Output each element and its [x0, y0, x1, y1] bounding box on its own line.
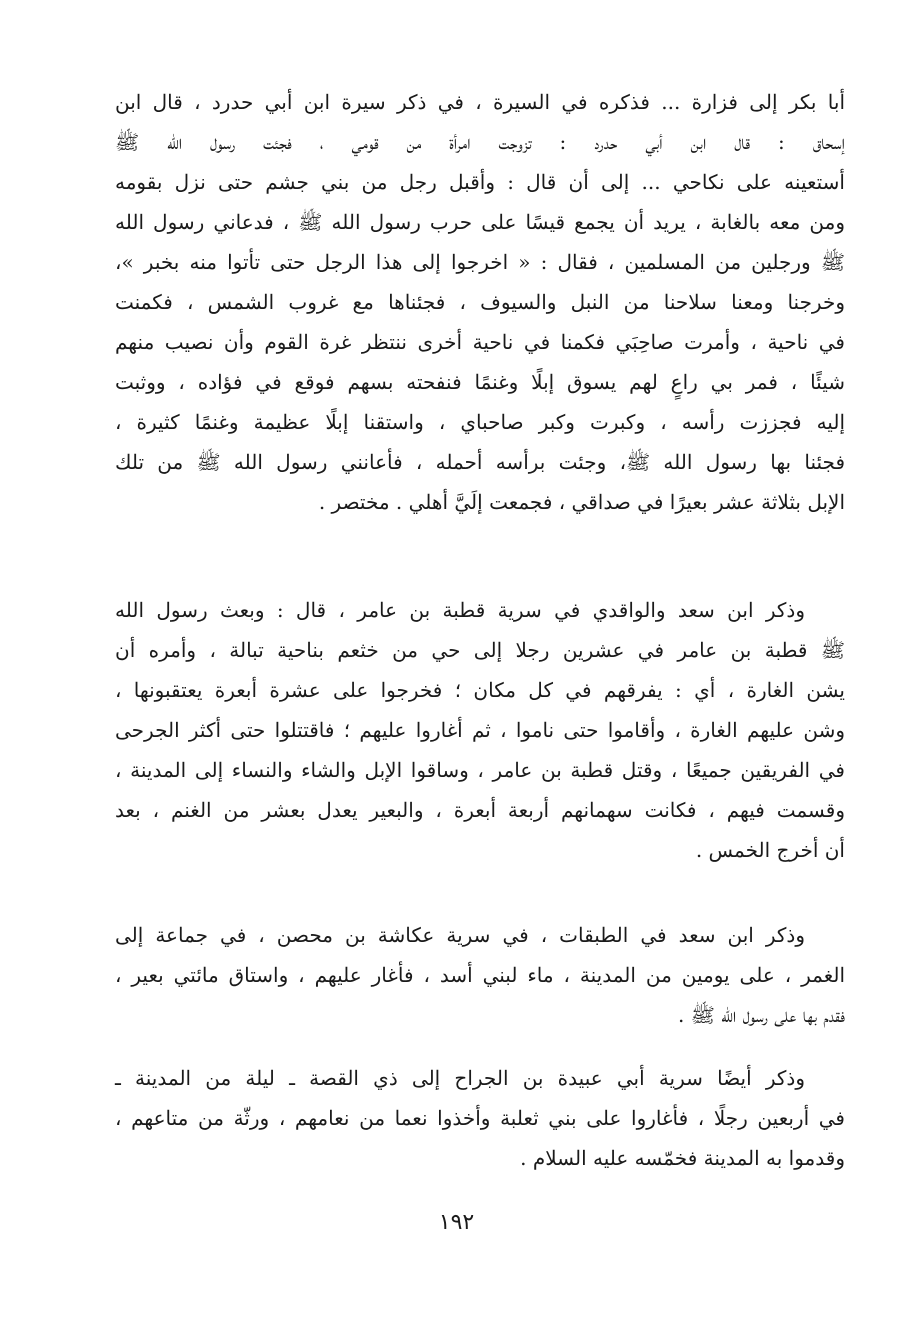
- text-line: يشن الغارة ، أي : يفرقهم في كل مكان ؛ فخرجوا على عشرة أبعرة يعتقبونها ،: [115, 678, 845, 702]
- text-line: وذكر ابن سعد في الطبقات ، في سرية عكاشة بن محصن ، في جماعة إلى: [115, 923, 805, 947]
- text-line: ومن معه بالغابة ، يريد أن يجمع قيسًا على حرب رسول الله ﷺ ، فدعاني رسول الله: [115, 210, 845, 234]
- text-line: وقسمت فيهم ، فكانت سهمانهم أربعة أبعرة ، والبعير يعدل بعشر من الغنم ، بعد: [115, 798, 845, 822]
- paragraph-1: [115, 82, 845, 522]
- text-line: إسحاق : قال ابن أبي حدرد : تزوجت امرأة من قومي ، فجئت رسول الله ﷺ: [115, 130, 845, 154]
- text-line: ﷺ قطبة بن عامر في عشرين رجلا إلى حي من خثعم بناحية تبالة ، وأمره أن: [115, 638, 845, 662]
- text-line: وخرجنا ومعنا سلاحنا من النبل والسيوف ، فجئناها مع غروب الشمس ، فكمنت: [115, 290, 845, 314]
- text-line: الغمر ، على يومين من المدينة ، ماء لبني أسد ، فأغار عليهم ، واستاق مائتي بعير ،: [115, 963, 845, 987]
- text-line: في أربعين رجلًا ، فأغاروا على بني ثعلبة وأخذوا نعما من نعامهم ، ورثّة من متاعهم ،: [115, 1106, 845, 1130]
- text-line: شيئًا ، فمر بي راعٍ لهم يسوق إبلًا وغنمًا فنفحته بسهم فوقع في فؤاده ، ووثبت: [115, 370, 845, 394]
- paragraph-4: [115, 1058, 845, 1178]
- text-line: في الفريقين جميعًا ، وقتل قطبة بن عامر ، وساقوا الإبل والشاء والنساء إلى المدينة ،: [115, 758, 845, 782]
- text-line: أستعينه على نكاحي ... إلى أن قال : وأقبل رجل من بني جشم حتى نزل بقومه: [115, 170, 845, 194]
- text-line: أن أخرج الخمس .: [695, 838, 845, 862]
- paragraph-3: [115, 915, 845, 1035]
- text-line: وذكر أيضًا سرية أبي عبيدة بن الجراح إلى ذي القصة ـ ليلة من المدينة ـ: [115, 1066, 805, 1090]
- text-line: الإبل بثلاثة عشر بعيرًا في صداقي ، فجمعت إلَيَّ أهلي . مختصر .: [318, 490, 845, 514]
- text-line: وذكر ابن سعد والواقدي في سرية قطبة بن عامر ، قال : وبعث رسول الله: [115, 598, 805, 622]
- page-number: ١٩٢: [438, 1210, 475, 1235]
- text-line: وقدموا به المدينة فخمّسه عليه السلام .: [520, 1146, 845, 1170]
- text-line: ﷺ ورجلين من المسلمين ، فقال : « اخرجوا إلى هذا الرجل حتى تأتوا منه بخبر »،: [115, 250, 845, 274]
- text-line: وشن عليهم الغارة ، وأقاموا حتى ناموا ، ثم أغاروا عليهم ؛ فاقتتلوا حتى أكثر الجرحى: [115, 718, 845, 742]
- text-line: في ناحية ، وأمرت صاحِبَي فكمنا في ناحية أخرى ننتظر غرة القوم وأن نصيب منهم: [115, 330, 845, 354]
- text-line: فقدم بها على رسول الله ﷺ .: [678, 1003, 845, 1027]
- text-line: أبا بكر إلى فزارة ... فذكره في السيرة ، في ذكر سيرة ابن أبي حدرد ، قال ابن: [115, 90, 845, 114]
- text-line: فجئنا بها رسول الله ﷺ، وجئت برأسه أحمله ، فأعانني رسول الله ﷺ من تلك: [115, 450, 845, 474]
- paragraph-2: [115, 590, 845, 870]
- text-line: إليه فجززت رأسه ، وكبرت وكبر صاحباي ، واستقنا إبلًا عظيمة وغنمًا كثيرة ،: [115, 410, 845, 434]
